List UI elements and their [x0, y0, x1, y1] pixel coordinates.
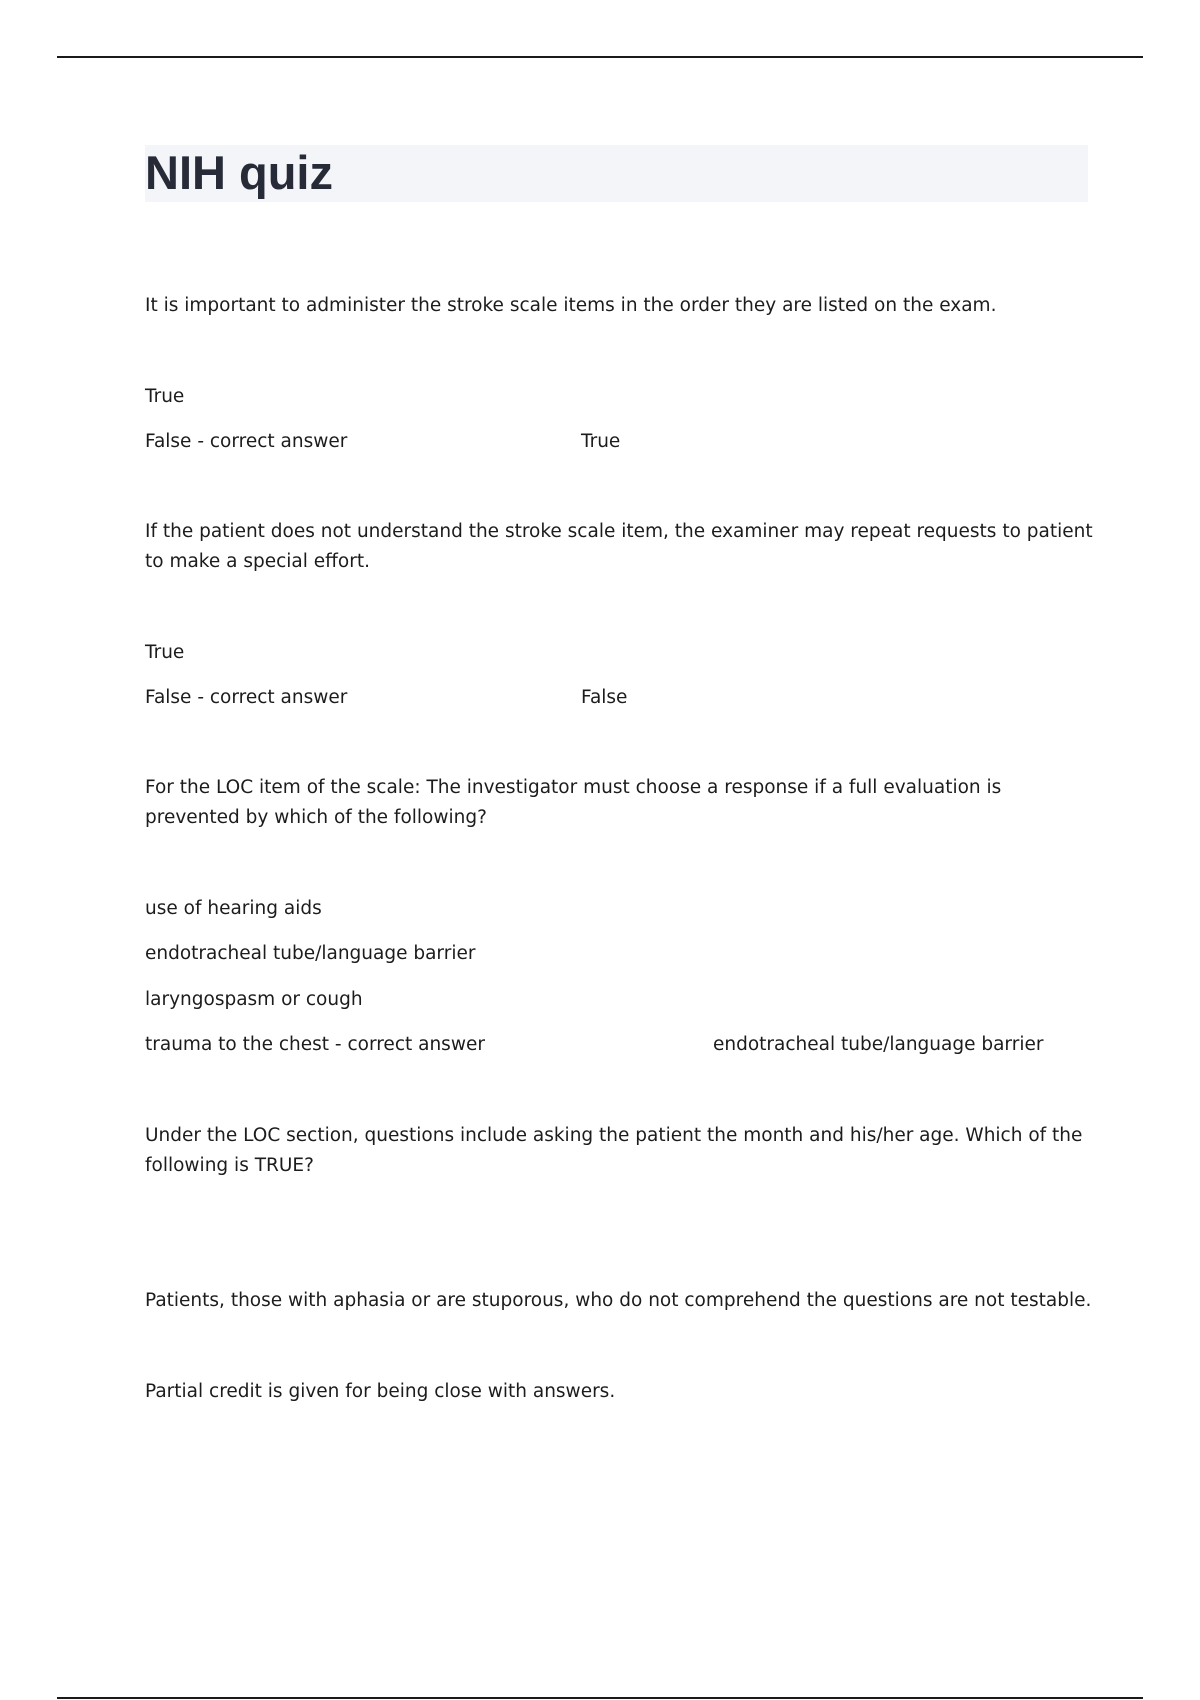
question-1-answer: True	[581, 431, 621, 452]
question-3-option-3: laryngospasm or cough	[145, 989, 363, 1010]
question-2-option-2: False - correct answer	[145, 687, 348, 708]
question-3-text: For the LOC item of the scale: The investigator must choose a response if a full evaluation is prevented by which of the following?	[145, 777, 1002, 828]
question-3-option-1: use of hearing aids	[145, 898, 322, 919]
question-3-option-4: trauma to the chest - correct answer	[145, 1034, 485, 1055]
question-3-answer: endotracheal tube/language barrier	[713, 1034, 1044, 1055]
question-3-option-2: endotracheal tube/language barrier	[145, 943, 476, 964]
question-4-text: Under the LOC section, questions include asking the patient the month and his/her age. Which of the following is TRUE?	[145, 1125, 1083, 1176]
page-title: NIH quiz	[145, 146, 333, 199]
question-4-option-2: Partial credit is given for being close with answers.	[145, 1381, 616, 1402]
question-1-option-1: True	[145, 386, 185, 407]
question-2-text: If the patient does not understand the stroke scale item, the examiner may repeat requests to patient to make a special effort.	[145, 521, 1093, 572]
question-1-option-2: False - correct answer	[145, 431, 348, 452]
footer-rule	[57, 1697, 1143, 1699]
question-4-option-1: Patients, those with aphasia or are stuporous, who do not comprehend the questions are not testable.	[145, 1290, 1092, 1311]
question-2-answer: False	[581, 687, 628, 708]
question-2-option-1: True	[145, 642, 185, 663]
question-1-text: It is important to administer the stroke scale items in the order they are listed on the exam.	[145, 295, 997, 316]
header-rule	[57, 56, 1143, 58]
